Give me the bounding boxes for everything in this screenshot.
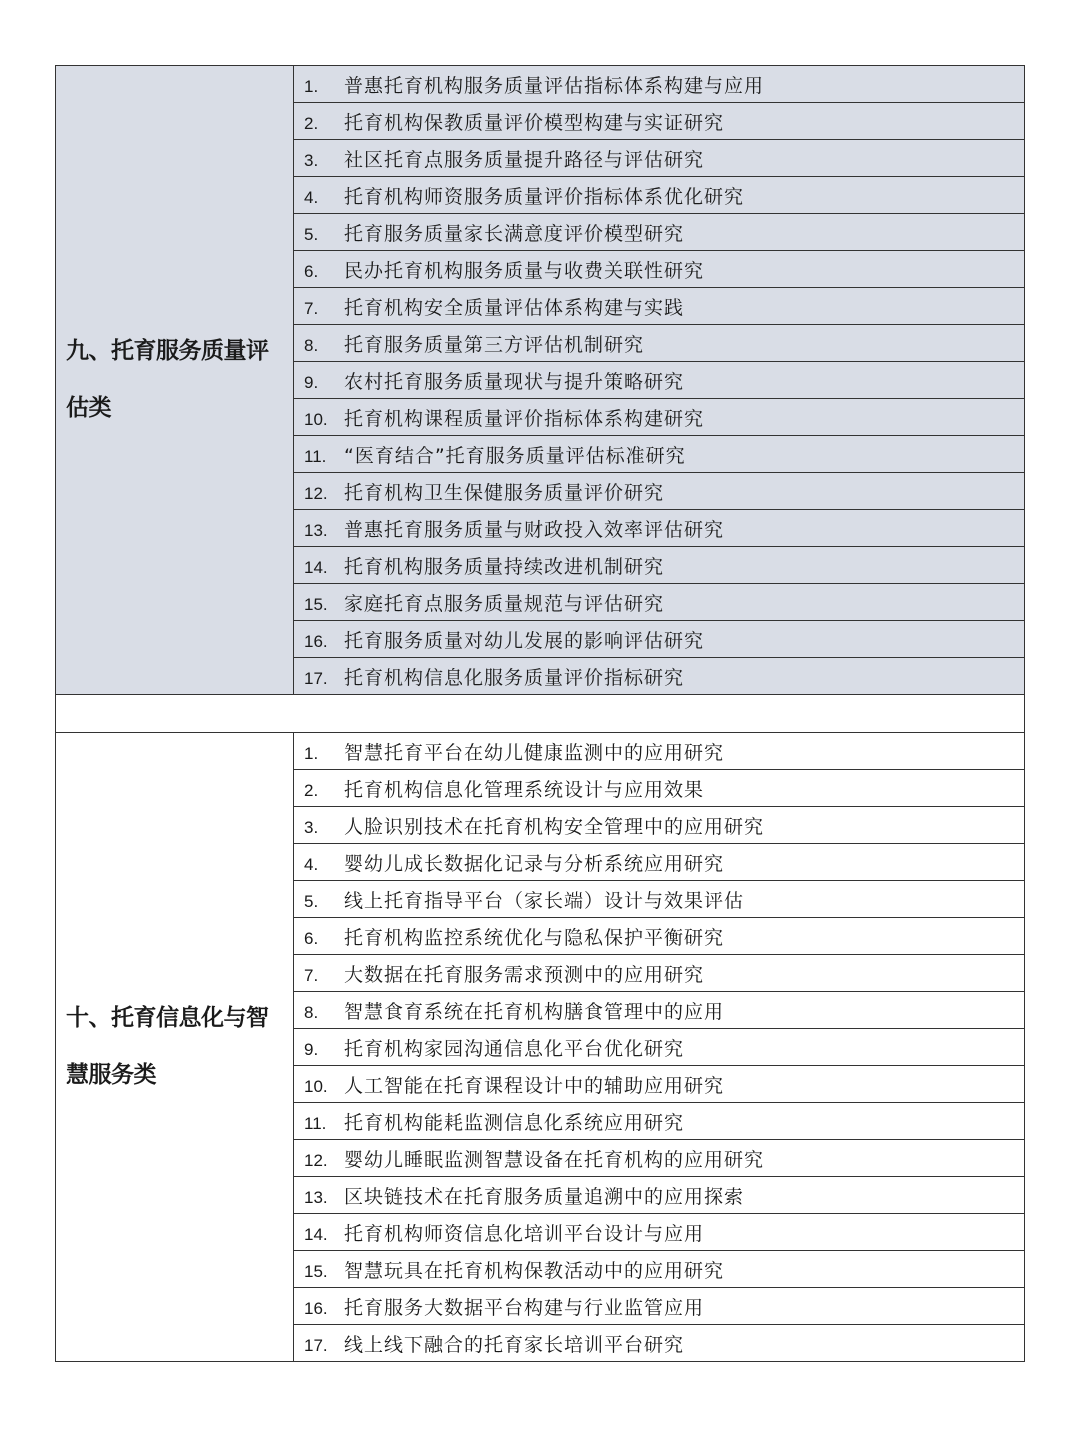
item-number: 14. bbox=[304, 1224, 328, 1244]
item-title: 线上线下融合的托育家长培训平台研究 bbox=[344, 1333, 685, 1356]
category-cell bbox=[56, 733, 294, 1362]
item-title: 托育服务大数据平台构建与行业监管应用 bbox=[344, 1296, 705, 1319]
topic-item bbox=[294, 473, 1025, 510]
topic-item bbox=[294, 770, 1025, 807]
item-number: 15. bbox=[304, 1261, 328, 1281]
topic-item bbox=[294, 251, 1025, 288]
item-title: 民办托育机构服务质量与收费关联性研究 bbox=[344, 259, 705, 282]
item-title: 社区托育点服务质量提升路径与评估研究 bbox=[344, 148, 705, 171]
category-title: 九、托育服务质量评估类 bbox=[66, 338, 269, 421]
item-title: 人脸识别技术在托育机构安全管理中的应用研究 bbox=[344, 815, 765, 838]
item-title: 托育服务质量对幼儿发展的影响评估研究 bbox=[344, 629, 705, 652]
topic-item bbox=[294, 1177, 1025, 1214]
item-title: 区块链技术在托育服务质量追溯中的应用探索 bbox=[344, 1185, 745, 1208]
topic-item bbox=[294, 807, 1025, 844]
topic-item bbox=[294, 436, 1025, 473]
item-title: 托育机构家园沟通信息化平台优化研究 bbox=[344, 1037, 685, 1060]
item-title: 智慧食育系统在托育机构膳食管理中的应用 bbox=[344, 1000, 725, 1023]
item-title: 家庭托育点服务质量规范与评估研究 bbox=[344, 592, 665, 615]
item-number: 6. bbox=[304, 928, 319, 948]
item-title: 托育机构卫生保健服务质量评价研究 bbox=[344, 481, 665, 504]
item-title: 托育机构课程质量评价指标体系构建研究 bbox=[344, 407, 705, 430]
item-number: 5. bbox=[304, 891, 319, 911]
table-row bbox=[56, 66, 1025, 103]
item-number: 9. bbox=[304, 1039, 319, 1059]
topic-item bbox=[294, 1214, 1025, 1251]
item-title: 托育机构安全质量评估体系构建与实践 bbox=[344, 296, 685, 319]
topic-item bbox=[294, 621, 1025, 658]
item-number: 2. bbox=[304, 780, 319, 800]
item-number: 1. bbox=[304, 76, 319, 96]
topic-item bbox=[294, 1251, 1025, 1288]
topic-item bbox=[294, 177, 1025, 214]
item-title: 托育机构信息化服务质量评价指标研究 bbox=[344, 666, 685, 689]
spacer-cell bbox=[56, 695, 1025, 733]
item-title: 托育服务质量家长满意度评价模型研究 bbox=[344, 222, 685, 245]
topic-table-body bbox=[56, 66, 1025, 1362]
item-number: 4. bbox=[304, 187, 319, 207]
item-number: 3. bbox=[304, 150, 319, 170]
item-title: 托育机构服务质量持续改进机制研究 bbox=[344, 555, 665, 578]
topic-item bbox=[294, 1325, 1025, 1362]
item-title: 婴幼儿睡眠监测智慧设备在托育机构的应用研究 bbox=[344, 1148, 765, 1171]
topic-item bbox=[294, 955, 1025, 992]
item-title: 智慧玩具在托育机构保教活动中的应用研究 bbox=[344, 1259, 725, 1282]
topic-item bbox=[294, 288, 1025, 325]
table-row bbox=[56, 733, 1025, 770]
item-number: 10. bbox=[304, 409, 328, 429]
item-number: 9. bbox=[304, 372, 319, 392]
item-title: 托育机构师资信息化培训平台设计与应用 bbox=[344, 1222, 705, 1245]
item-title: 托育机构师资服务质量评价指标体系优化研究 bbox=[344, 185, 745, 208]
item-number: 11. bbox=[304, 1113, 327, 1133]
item-number: 12. bbox=[304, 1150, 328, 1170]
topic-item bbox=[294, 733, 1025, 770]
topic-item bbox=[294, 992, 1025, 1029]
item-number: 3. bbox=[304, 817, 319, 837]
topic-item bbox=[294, 214, 1025, 251]
topic-item bbox=[294, 140, 1025, 177]
item-number: 5. bbox=[304, 224, 319, 244]
item-number: 13. bbox=[304, 1187, 328, 1207]
item-number: 11. bbox=[304, 446, 327, 466]
item-title: 托育机构监控系统优化与隐私保护平衡研究 bbox=[344, 926, 725, 949]
section-spacer bbox=[56, 695, 1025, 733]
topic-item bbox=[294, 510, 1025, 547]
item-number: 16. bbox=[304, 631, 328, 651]
topic-item bbox=[294, 881, 1025, 918]
topic-item bbox=[294, 362, 1025, 399]
item-title: 托育机构能耗监测信息化系统应用研究 bbox=[344, 1111, 685, 1134]
topic-item bbox=[294, 1066, 1025, 1103]
item-number: 10. bbox=[304, 1076, 328, 1096]
topic-item bbox=[294, 1029, 1025, 1066]
item-number: 17. bbox=[304, 1335, 328, 1355]
topic-table bbox=[55, 65, 1025, 1362]
topic-item bbox=[294, 918, 1025, 955]
item-number: 14. bbox=[304, 557, 328, 577]
topic-item bbox=[294, 1140, 1025, 1177]
item-title: 人工智能在托育课程设计中的辅助应用研究 bbox=[344, 1074, 725, 1097]
item-number: 15. bbox=[304, 594, 328, 614]
topic-item bbox=[294, 1103, 1025, 1140]
item-number: 6. bbox=[304, 261, 319, 281]
topic-item bbox=[294, 584, 1025, 621]
topic-item bbox=[294, 66, 1025, 103]
item-title: 托育服务质量第三方评估机制研究 bbox=[344, 333, 645, 356]
item-number: 2. bbox=[304, 113, 319, 133]
item-title: 普惠托育服务质量与财政投入效率评估研究 bbox=[344, 518, 725, 541]
topic-item bbox=[294, 1288, 1025, 1325]
item-title: 农村托育服务质量现状与提升策略研究 bbox=[344, 370, 685, 393]
item-title: 托育机构信息化管理系统设计与应用效果 bbox=[344, 778, 705, 801]
item-number: 13. bbox=[304, 520, 328, 540]
item-number: 8. bbox=[304, 1002, 319, 1022]
item-title: 普惠托育机构服务质量评估指标体系构建与应用 bbox=[344, 74, 765, 97]
item-number: 7. bbox=[304, 298, 319, 318]
item-title: 托育机构保教质量评价模型构建与实证研究 bbox=[344, 111, 725, 134]
item-number: 16. bbox=[304, 1298, 328, 1318]
item-title: 智慧托育平台在幼儿健康监测中的应用研究 bbox=[344, 741, 725, 764]
item-number: 17. bbox=[304, 668, 328, 688]
item-title: 婴幼儿成长数据化记录与分析系统应用研究 bbox=[344, 852, 725, 875]
item-title: “医育结合”托育服务质量评估标准研究 bbox=[344, 444, 686, 467]
topic-item bbox=[294, 325, 1025, 362]
item-number: 7. bbox=[304, 965, 319, 985]
topic-item bbox=[294, 844, 1025, 881]
item-number: 8. bbox=[304, 335, 319, 355]
item-number: 4. bbox=[304, 854, 319, 874]
category-title: 十、托育信息化与智慧服务类 bbox=[66, 1005, 269, 1088]
item-number: 1. bbox=[304, 743, 319, 763]
category-cell bbox=[56, 66, 294, 695]
topic-item bbox=[294, 103, 1025, 140]
topic-item bbox=[294, 399, 1025, 436]
topic-item bbox=[294, 547, 1025, 584]
item-number: 12. bbox=[304, 483, 328, 503]
topic-item bbox=[294, 658, 1025, 695]
item-title: 线上托育指导平台（家长端）设计与效果评估 bbox=[344, 889, 745, 912]
item-title: 大数据在托育服务需求预测中的应用研究 bbox=[344, 963, 705, 986]
